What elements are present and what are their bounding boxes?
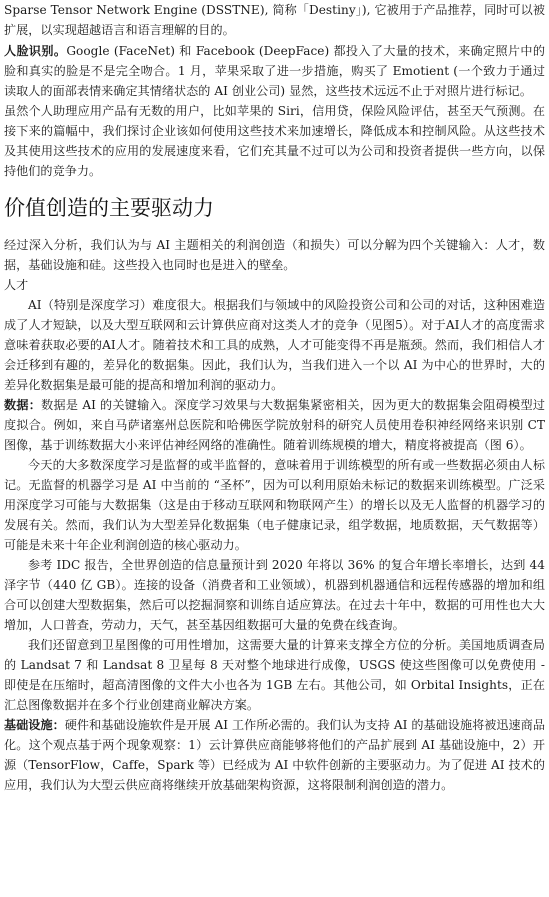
idc-report-paragraph: 参考 IDC 报告，全世界创造的信息量预计到 2020 年将以 36% 的复合年增长率增长，达到 44 泽字节（440 亿 GB）。连接的设备（消费者和工业领域），机器到机器通信和远程传感器的增加和组合可以创建大型数据集，然后可以挖掘洞察和训练自适应算法。在过去十年中，数据的可用性也大大增加，人口普查，劳动力，天气，甚至基因组数据可大量的免费在线查询。 xyxy=(4,558,545,632)
data-label: 数据： xyxy=(4,398,42,412)
satellite-imagery-paragraph: 我们还留意到卫星图像的可用性增加，这需要大量的计算来支撑全方位的分析。美国地质调查局的 Landsat 7 和 Landsat 8 卫星每 8 天对整个地球进行成像，USGS 使这些图像可以免费使用 - 即使是在压缩时，超高清图像的文件大小也各为 1GB 左右。其他公司，如 Orbital Insights，正在汇总图像数据并在多个行业创建商业解决方案。 xyxy=(4,638,545,712)
face-recognition-label: 人脸识别。 xyxy=(4,44,67,58)
face-recognition-paragraph xyxy=(4,41,545,101)
infrastructure-text: 硬件和基础设施软件是开展 AI 工作所必需的。我们认为支持 AI 的基础设施将被迅速商品化。这个观点基于两个现象观察：1）云计算供应商能够将他们的产品扩展到 AI 基础设施中，2）开源（TensorFlow，Caffe，Spark 等）已经成为 AI 中软件创新的主要驱动力。为了促进 AI 技术的应用，我们认为大型云供应商将继续开放基础架构资源，这将限制利润创造的潜力。 xyxy=(4,718,545,792)
data-text: 数据是 AI 的关键输入。深度学习效果与大数据集紧密相关，因为更大的数据集会阻碍模型过度拟合。例如，来自马萨诸塞州总医院和哈佛医学院放射科的研究人员使用卷积神经网络来识别 CT 图像，基于训练数据大小来评估神经网络的准确性。随着训练规模的增大，精度将被提高（图 6）。 xyxy=(4,398,545,452)
data-paragraph xyxy=(4,395,545,455)
supervised-learning-paragraph: 今天的大多数深度学习是监督的或半监督的，意味着用于训练模型的所有或一些数据必须由人标记。无监督的机器学习是 AI 中当前的 “圣杯”，因为可以利用原始未标记的数据来训练模型。广泛采用深度学习可能与大数据集（这是由于移动互联网和物联网产生）的增长以及无人监督的机器学习的发展有关。然而，我们认为大型差异化数据集（电子健康记录，组学数据，地质数据，天气数据等）可能是未来十年企业利润创造的核心驱动力。 xyxy=(4,458,545,552)
section-heading: 价值创造的主要驱动力 xyxy=(4,196,214,220)
infrastructure-label: 基础设施： xyxy=(4,718,65,732)
talent-paragraph: AI（特别是深度学习）难度很大。根据我们与领域中的风险投资公司和公司的对话，这种困难造成了人才短缺，以及大型互联网和云计算供应商对这类人才的竞争（见图5）。对于AI人才的高度需求意味着获取必要的AI人才。随着技术和工具的成熟，人才可能变得不再是瓶颈。然而，我们相信人才会迁移到有趣的，差异化的数据集。因此，我们认为，当我们进入一个以 AI 为中心的世界时，大的差异化数据集是最可能的提高和增加利润的驱动力。 xyxy=(4,298,545,392)
analysis-intro-paragraph: 经过深入分析，我们认为与 AI 主题相关的利润创造（和损失）可以分解为四个关键输入：人才，数据，基础设施和硅。这些投入也同时也是进入的壁垒。 xyxy=(4,238,545,272)
talent-label: 人才 xyxy=(4,278,29,292)
assistant-paragraph: 虽然个人助理应用产品有无数的用户，比如苹果的 Siri，信用贷，保险风险评估，甚至天气预测。在接下来的篇幅中，我们探讨企业该如何使用这些技术来加速增长，降低成本和控制风险。从这些技术及其使用这些技术的应用的发展速度来看，它们充其量不过可以为公司和投资者提供一些方向，以保持他们的竞争力。 xyxy=(4,104,545,178)
infrastructure-paragraph xyxy=(4,715,545,795)
face-recognition-text: Google (FaceNet) 和 Facebook (DeepFace) 都投入了大量的技术，来确定照片中的脸和真实的脸是不是完全吻合。1 月，苹果采取了进一步措施，购买了 Emotient (一个致力于通过读取人的面部表情来确定其情绪状态的 AI 创业公司) 显然，这些技术远远不止于对照片进行标记。 xyxy=(4,44,545,98)
intro-paragraph: Sparse Tensor Network Engine (DSSTNE), 简称「Destiny」), 它被用于产品推荐，同时可以被扩展，以实现超越语言和语言理解的目的。 xyxy=(4,3,545,37)
